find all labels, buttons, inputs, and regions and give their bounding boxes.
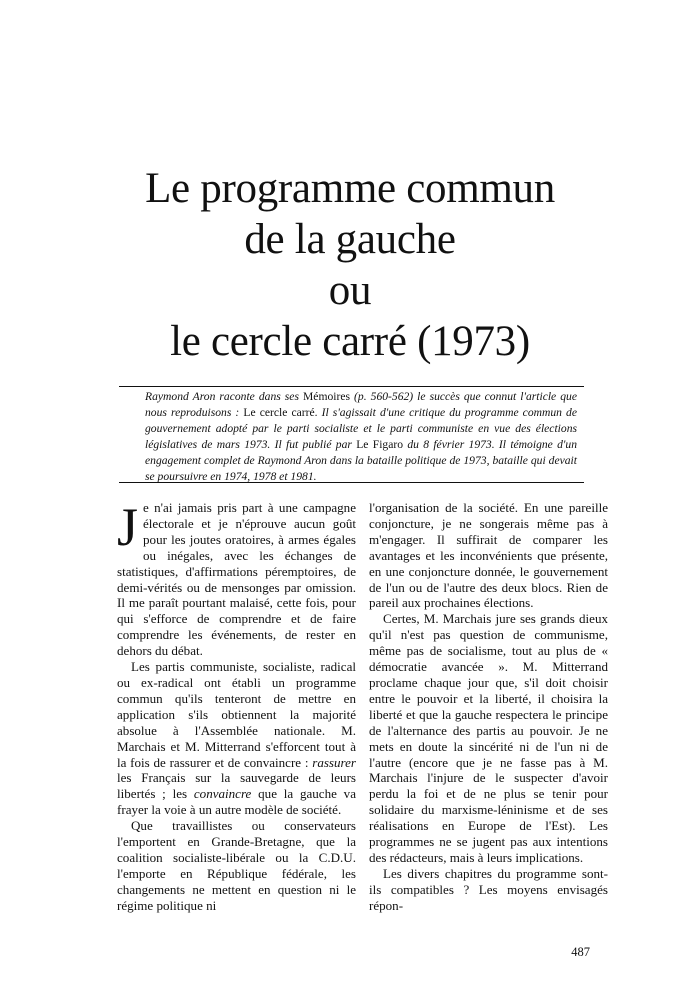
paragraph-4: Certes, M. Marchais jure ses grands dieux qu'il n'est pas question de communisme, même pas de socialisme, tout au plus de « démocratie avancée ». M. Mitterrand proclame chaque jour que, s'il doit choisir entre le pouvoir et la liberté, il choisira la liberté et que la gauche respectera le principe de l'alternance des partis au pouvoir. Je ne mets en doute la sincérité ni de l'un ni de l'autre (encore que je ne fasse pas à M. Marchais l'injure de le suspecter d'avoir perdu la foi et de ne plus se tenir pour solidaire du marxisme-léninisme et de ses réalisations en Europe de l'Est). Les programmes ne se jugent pas aux intentions des rédacteurs, mais à leurs implications. bbox=[369, 611, 608, 865]
paragraph-5: Les divers chapitres du programme sont-ils compatibles ? Les moyens envisagés répon- bbox=[369, 865, 608, 913]
intro-top-rule bbox=[119, 386, 584, 387]
article-title bbox=[0, 163, 700, 367]
emphasis-convaincre: convaincre bbox=[193, 786, 252, 802]
editorial-intro bbox=[145, 389, 577, 484]
page-number: 487 bbox=[571, 945, 590, 959]
intro-text-2: (p. 560-562) le succès que connut l'article que nous reproduisons : bbox=[145, 390, 577, 419]
intro-article-title: Le cercle carré. bbox=[243, 405, 318, 419]
paragraph-2 bbox=[117, 659, 356, 818]
paragraph-2-text-c: que la gauche va frayer la voie à un autre modèle de société. bbox=[117, 786, 356, 818]
intro-text-4: du 8 février 1973. Il témoigne d'un engagement complet de Raymond Aron dans la bataille politique de 1973, bataille qui devait se poursuivre en 1974, 1978 et 1981. bbox=[145, 437, 577, 483]
intro-text-1: Raymond Aron raconte dans ses bbox=[145, 390, 303, 403]
paragraph-2-text-a: Les partis communiste, socialiste, radical ou ex-radical ont établi un programme commun qu'ils tenteront de mettre en application s'ils obtiennent la majorité absolue à l'Assemblée nationale. M. Marchais et M. Mitterrand s'efforcent tout à la fois de rassurer et de convaincre : bbox=[117, 659, 356, 770]
intro-newspaper: Le Figaro bbox=[356, 437, 404, 451]
paragraph-3: Que travaillistes ou conservateurs l'emportent en Grande-Bretagne, que la coalition socialiste-libérale ou la C.D.U. l'emporte en République fédérale, les changements ne mettent en question ni le régime politique ni bbox=[117, 818, 356, 913]
intro-bottom-rule bbox=[119, 482, 584, 483]
emphasis-rassurer: rassurer bbox=[312, 754, 356, 770]
paragraph-2-text-b: les Français sur la sauvegarde de leurs libertés ; les bbox=[117, 770, 356, 802]
title-line-1: Le programme commun bbox=[145, 165, 555, 212]
title-line-3: ou bbox=[328, 267, 372, 314]
intro-memoires: Mémoires bbox=[303, 390, 351, 403]
title-line-4: le cercle carré (1973) bbox=[170, 318, 530, 365]
right-column bbox=[369, 500, 608, 914]
intro-text-3: Il s'agissait d'une critique du programme commun de gouvernement adopté par le parti socialiste et le parti communiste en vue des élections législatives de mars 1973. Il fut publié par bbox=[145, 405, 578, 451]
paragraph-1 bbox=[117, 497, 356, 659]
title-line-2: de la gauche bbox=[244, 216, 456, 263]
paragraph-1-text: e n'ai jamais pris part à une campagne électorale et je n'éprouve aucun goût pour les joutes oratoires, à armes égales ou inégales, avec les échanges de statistiques, d'affirmations péremptoires, de demi-vérités ou de mensonges par omission. Il me paraît pourtant malaisé, cette fois, pour qui s'efforce de comprendre et de faire comprendre les événements, de rester en dehors du débat. bbox=[117, 500, 356, 659]
left-column bbox=[117, 497, 356, 914]
drop-cap: J bbox=[117, 497, 139, 557]
paragraph-3-continued: l'organisation de la société. En une pareille conjoncture, je ne songerais même pas à m'engager. Il suffirait de comparer les avantages et les inconvénients que présente, en une conjoncture donnée, le gouvernement de l'un ou de l'autre des deux blocs. Rien de pareil aux prochaines élections. bbox=[369, 500, 608, 611]
